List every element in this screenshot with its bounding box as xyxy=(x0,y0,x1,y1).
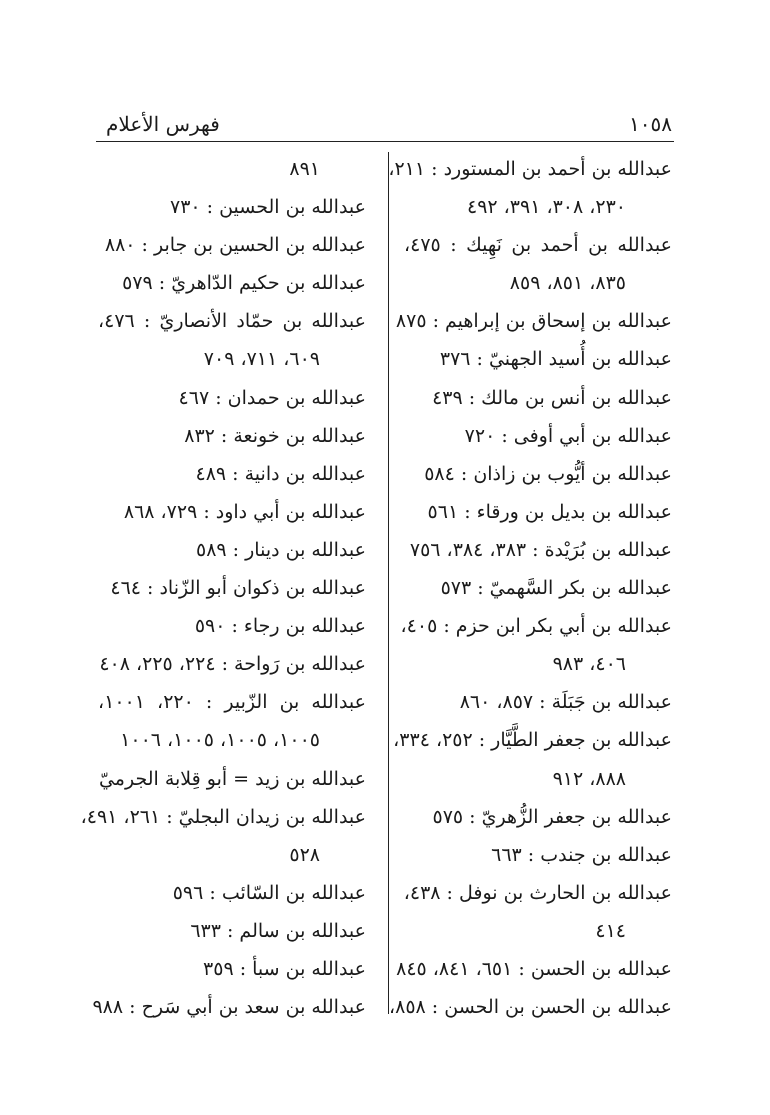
index-entry: عبدالله بن أحمد بن نَهِيك : ٤٧٥، xyxy=(404,234,672,257)
index-entry: عبدالله بن الحسن : ٦٥١، ٨٤١، ٨٤٥ xyxy=(396,957,672,980)
index-entry: عبدالله بن سبأ : ٣٥٩ xyxy=(203,957,366,980)
index-entry: عبدالله بن دينار : ٥٨٩ xyxy=(196,538,366,561)
index-entry: عبدالله بن سالم : ٦٣٣ xyxy=(190,919,366,942)
index-entry-continuation: ٨٩١ xyxy=(289,158,320,180)
index-entry: عبدالله بن زيدان البجليّ : ٢٦١، ٤٩١، xyxy=(80,805,366,828)
index-entry-continuation: ٢٣٠، ٣٠٨، ٣٩١، ٤٩٢ xyxy=(466,196,626,219)
header-rule xyxy=(96,141,674,142)
index-entry-continuation: ١٠٠٥، ١٠٠٥، ١٠٠٥، ١٠٠٦ xyxy=(120,729,320,752)
left-column xyxy=(80,150,366,1026)
index-entry: عبدالله بن أبي بكر ابن حزم : ٤٠٥، xyxy=(400,615,672,638)
index-entry: عبدالله بن سعد بن أبي سَرح : ٩٨٨ xyxy=(92,996,366,1019)
index-entry-continuation: ٨٣٥، ٨٥١، ٨٥٩ xyxy=(509,272,626,295)
index-entry: عبدالله بن بكر السَّهميّ : ٥٧٣ xyxy=(440,577,672,600)
index-entry-continuation: ٥٢٨ xyxy=(289,843,320,866)
index-entry: عبدالله بن الحارث بن نوفل : ٤٣٨، xyxy=(403,881,672,904)
page-header xyxy=(98,112,672,144)
column-divider xyxy=(388,152,389,1014)
index-entry: عبدالله بن الحسين بن جابر : ٨٨٠ xyxy=(104,234,366,257)
index-entry-continuation: ٨٨٨، ٩١٢ xyxy=(552,767,626,790)
index-entry: عبدالله بن جندب : ٦٦٣ xyxy=(491,843,672,866)
index-entry: عبدالله بن جَبَلَة : ٨٥٧، ٨٦٠ xyxy=(459,691,672,714)
index-entry: عبدالله بن أحمد بن المستورد : ٢١١، xyxy=(388,158,672,180)
index-entry: عبدالله بن بُرَيْدة : ٣٨٣، ٣٨٤، ٧٥٦ xyxy=(409,538,672,561)
index-entry: عبدالله بن أبي أوفى : ٧٢٠ xyxy=(464,424,672,447)
index-entry: عبدالله بن بديل بن ورقاء : ٥٦١ xyxy=(427,500,672,523)
index-entry: عبدالله بن حمدان : ٤٦٧ xyxy=(178,386,366,409)
index-entry-continuation: ٤٠٦، ٩٨٣ xyxy=(552,653,626,676)
index-entry: عبدالله بن أُسيد الجهنيّ : ٣٧٦ xyxy=(439,348,672,371)
index-entry-continuation: ٦٠٩، ٧١١، ٧٠٩ xyxy=(203,348,320,371)
index-entry: عبدالله بن أيُّوب بن زاذان : ٥٨٤ xyxy=(424,462,672,485)
index-entry: عبدالله بن حمّاد الأنصاريّ : ٤٧٦، xyxy=(98,310,366,333)
index-entry: عبدالله بن دانية : ٤٨٩ xyxy=(195,462,366,485)
index-entry: عبدالله بن ذكوان أبو الزّناد : ٤٦٤ xyxy=(110,577,366,600)
index-entry: عبدالله بن جعفر الزُّهريّ : ٥٧٥ xyxy=(432,805,672,828)
index-entry: عبدالله بن إسحاق بن إبراهيم : ٨٧٥ xyxy=(395,310,672,333)
index-entry: عبدالله بن جعفر الطَّيَّار : ٢٥٢، ٣٣٤، xyxy=(393,729,672,752)
index-entry: عبدالله بن الحسين : ٧٣٠ xyxy=(169,196,366,219)
index-entry: عبدالله بن السّائب : ٥٩٦ xyxy=(172,881,366,904)
index-entry: عبدالله بن زيد = أبو قِلابة الجرميّ xyxy=(98,767,366,790)
index-entry: عبدالله بن رَواحة : ٢٢٤، ٢٢٥، ٤٠٨ xyxy=(99,653,366,676)
index-entry: عبدالله بن أنس بن مالك : ٤٣٩ xyxy=(432,386,672,409)
index-entry: عبدالله بن رجاء : ٥٩٠ xyxy=(194,615,366,638)
page-number: ١٠٥٨ xyxy=(629,112,672,136)
index-entry-continuation: ٤١٤ xyxy=(595,919,626,942)
right-column xyxy=(388,150,672,1026)
index-entry: عبدالله بن حكيم الدّاهريّ : ٥٧٩ xyxy=(122,272,366,295)
index-entry: عبدالله بن الزّبير : ٢٢٠، ١٠٠١، xyxy=(98,691,366,714)
index-entry: عبدالله بن الحسن بن الحسن : ٨٥٨، xyxy=(389,996,672,1019)
index-entry: عبدالله بن خونعة : ٨٣٢ xyxy=(184,424,366,447)
running-title: فهرس الأعلام xyxy=(106,112,220,136)
index-entry: عبدالله بن أبي داود : ٧٢٩، ٨٦٨ xyxy=(123,500,366,523)
